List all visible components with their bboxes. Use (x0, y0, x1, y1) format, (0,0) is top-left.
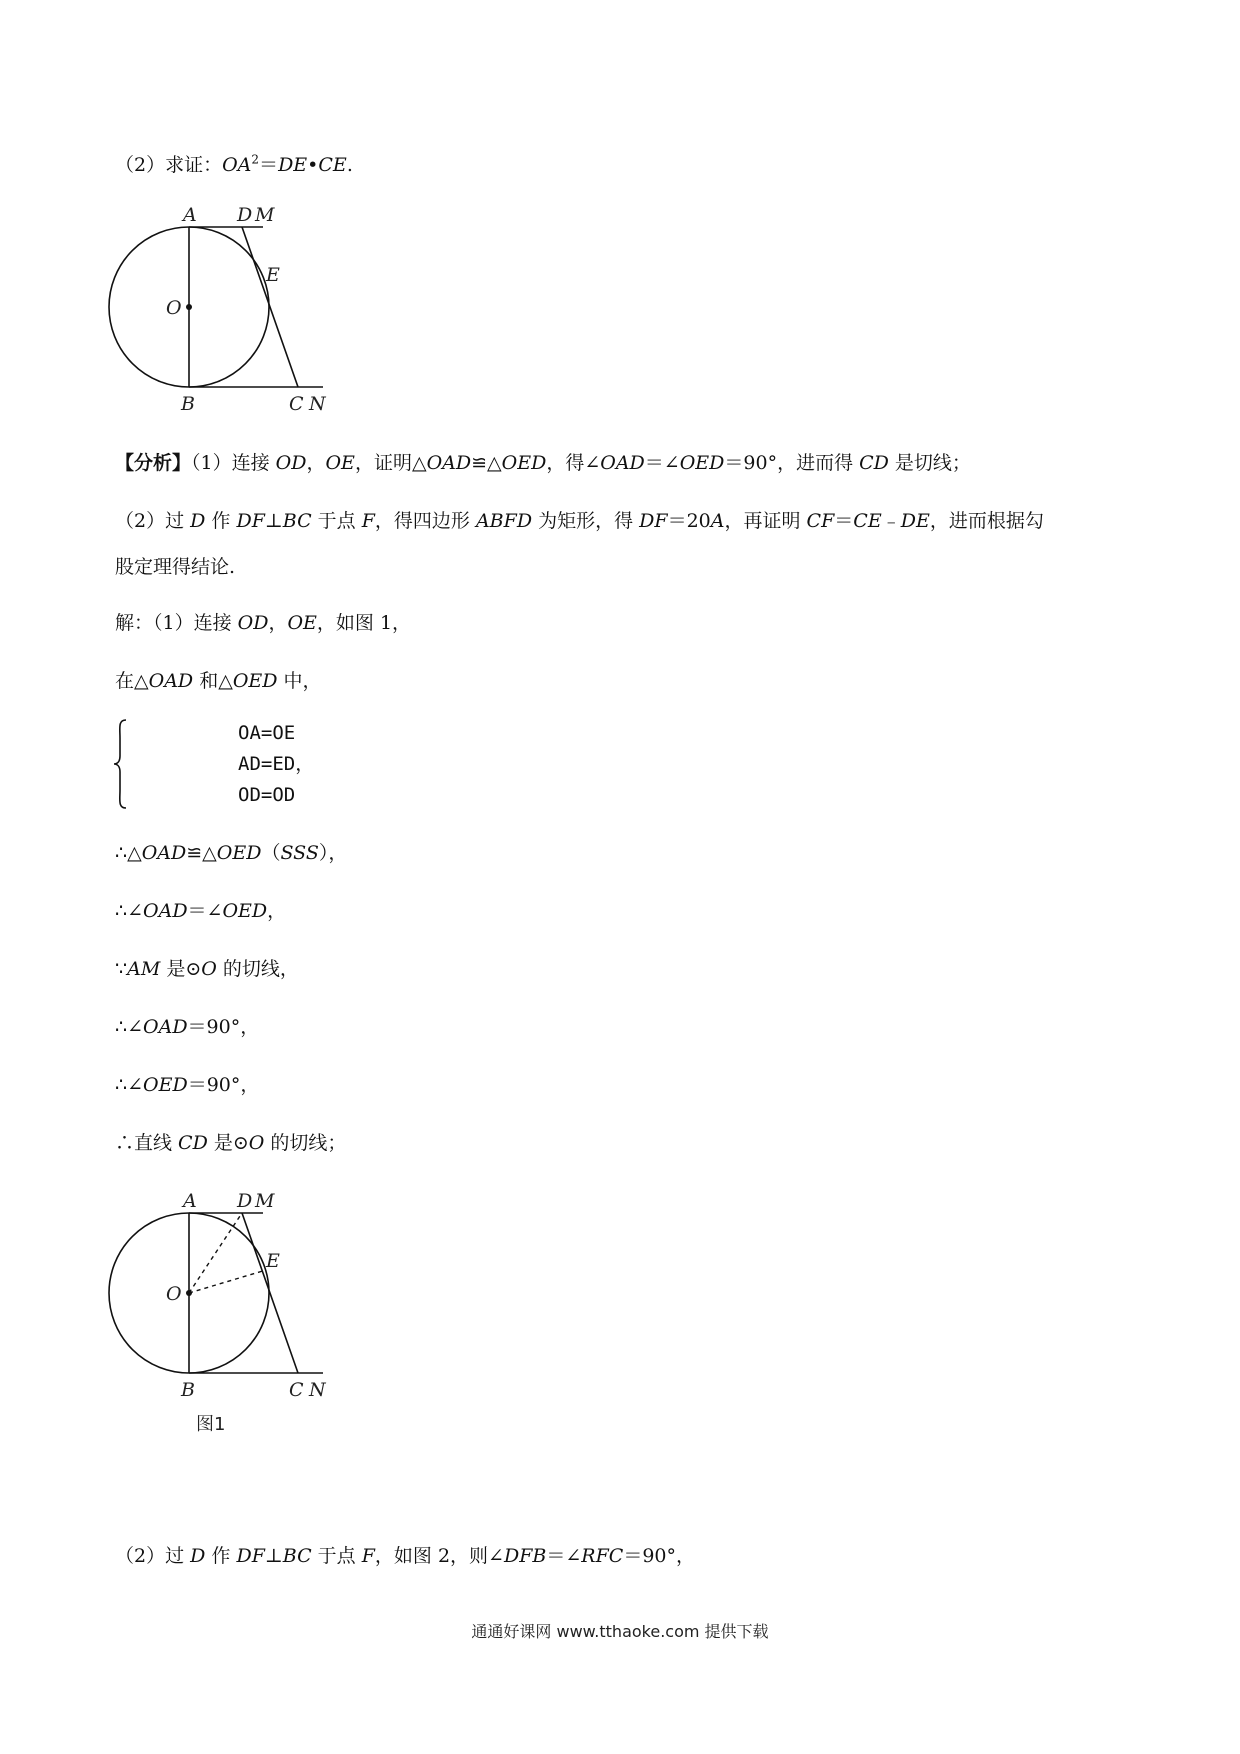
question-2: （2）求证：$OA^2=DE•CE$. (115, 152, 353, 176)
page-footer: 通通好课网 www.tthaoke.com 提供下载 (471, 1622, 769, 1641)
system-eq-3: OD=OD (238, 784, 296, 806)
fig1-label-N: N (309, 1379, 326, 1401)
figure-1-caption: 图1 (196, 1414, 226, 1435)
solution-l9: （2）过 D 作 DF⊥BC 于点 F，如图 2，则∠DFB＝∠RFC＝90°， (115, 1545, 695, 1567)
solution-l4: ∴∠OAD＝∠OED， (115, 900, 287, 922)
geometry-figure-1 (95, 1186, 355, 1436)
label-N: N (309, 393, 326, 415)
solution-l3: ∴△OAD≌△OED（SSS）， (115, 842, 348, 864)
geometry-figure-top (95, 200, 355, 420)
analysis-p1: 【分析】（1）连接 OD，OE，证明△OAD≌△OED，得∠OAD＝∠OED＝90°，进而得 CD 是切线； (115, 452, 971, 474)
label-O: O (166, 297, 182, 319)
label-M: M (255, 204, 275, 226)
label-B: B (181, 393, 195, 415)
fig1-label-B: B (181, 1379, 195, 1401)
fig1-label-C: C (289, 1379, 304, 1401)
analysis-p2-cont: 股定理得结论. (115, 556, 236, 578)
label-E: E (266, 264, 280, 286)
system-eq-1: OA=OE (238, 722, 296, 744)
label-D: D (237, 204, 253, 226)
fig1-label-E: E (266, 1250, 280, 1272)
solution-l1: 解：（1）连接 OD，OE，如图 1， (115, 612, 412, 634)
solution-l6: ∴∠OAD＝90°， (115, 1016, 260, 1038)
solution-l7: ∴∠OED＝90°， (115, 1074, 260, 1096)
fig1-label-A: A (183, 1190, 197, 1212)
equation-system (112, 718, 315, 810)
fig1-label-M: M (255, 1190, 275, 1212)
label-C: C (289, 393, 304, 415)
fig1-label-D: D (237, 1190, 253, 1212)
solution-l5: ∵AM 是⊙O 的切线， (115, 958, 299, 980)
solution-l2: 在△OAD 和△OED 中， (115, 670, 322, 692)
fig1-label-O: O (166, 1283, 182, 1305)
left-brace-icon (112, 718, 128, 810)
system-eq-2: AD=ED， (238, 753, 315, 775)
label-A: A (183, 204, 197, 226)
solution-l8: ∴直线 CD 是⊙O 的切线； (115, 1132, 347, 1154)
analysis-p2: （2）过 D 作 DF⊥BC 于点 F，得四边形 ABFD 为矩形，得 DF＝20A，再证明 CF＝CE﹣DE，进而根据勾 (115, 510, 1044, 532)
